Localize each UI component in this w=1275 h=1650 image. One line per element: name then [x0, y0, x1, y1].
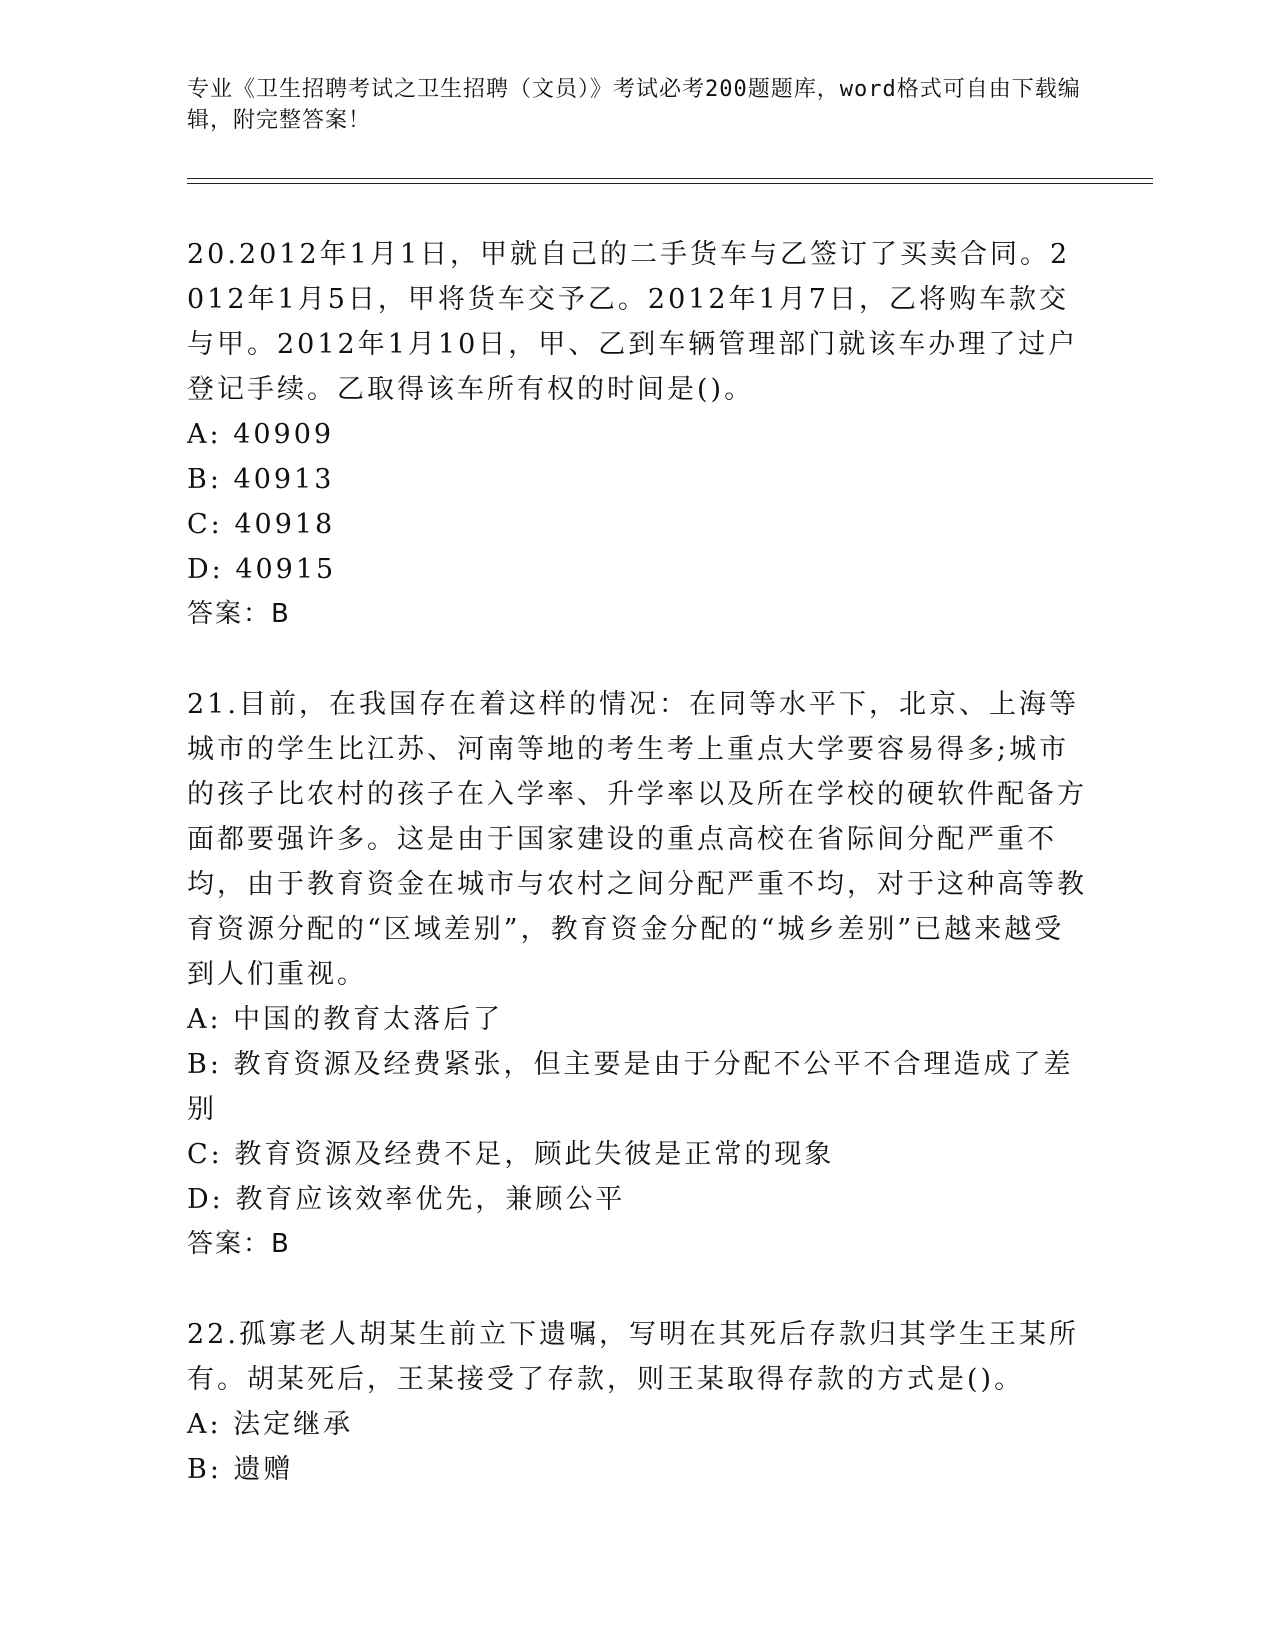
- option-list: [187, 997, 1087, 1222]
- option-list: [187, 412, 1087, 592]
- question-21: [187, 682, 1087, 1267]
- document-header: 专业《卫生招聘考试之卫生招聘（文员）》考试必考200题题库，word格式可自由下载编辑，附完整答案！: [187, 77, 1081, 133]
- question-22: [187, 1312, 1087, 1492]
- option-c: C: 40918: [187, 509, 336, 540]
- option-b: B: 40913: [187, 464, 335, 495]
- question-stem: 20.2012年1月1日，甲就自己的二手货车与乙签订了买卖合同。2012年1月5日，甲将货车交予乙。2012年1月7日，乙将购车款交与甲。2012年1月10日，甲、乙到车辆管理部门就该车办理了过户登记手续。乙取得该车所有权的时间是()。: [187, 239, 1079, 405]
- option-a: A: 法定继承: [187, 1409, 354, 1440]
- answer-line: 答案：B: [187, 1229, 291, 1259]
- header-divider-top: [187, 178, 1153, 179]
- option-b: B: 教育资源及经费紧张，但主要是由于分配不公平不合理造成了差别: [187, 1049, 1074, 1125]
- option-d: D: 40915: [187, 554, 337, 585]
- question-stem: 22.孤寡老人胡某生前立下遗嘱，写明在其死后存款归其学生王某所有。胡某死后，王某接受了存款，则王某取得存款的方式是()。: [187, 1319, 1079, 1395]
- option-d: D: 教育应该效率优先，兼顾公平: [187, 1184, 626, 1215]
- header-divider-bottom: [187, 183, 1153, 184]
- option-b: B: 遗赠: [187, 1454, 294, 1485]
- option-a: A: 40909: [187, 419, 335, 450]
- option-a: A: 中国的教育太落后了: [187, 1004, 504, 1035]
- answer-line: 答案：B: [187, 599, 291, 629]
- question-20: [187, 232, 1087, 637]
- question-stem: 21.目前，在我国存在着这样的情况：在同等水平下，北京、上海等城市的学生比江苏、河南等地的考生考上重点大学要容易得多;城市的孩子比农村的孩子在入学率、升学率以及所在学校的硬软件配备方面都要强许多。这是由于国家建设的重点高校在省际间分配严重不均，由于教育资金在城市与农村之间分配严重不均，对于这种高等教育资源分配的“区域差别”，教育资金分配的“城乡差别”已越来越受到人们重视。: [187, 689, 1087, 990]
- option-c: C: 教育资源及经费不足，顾此失彼是正常的现象: [187, 1139, 835, 1170]
- option-list: [187, 1402, 1087, 1492]
- question-list: [187, 232, 1087, 1537]
